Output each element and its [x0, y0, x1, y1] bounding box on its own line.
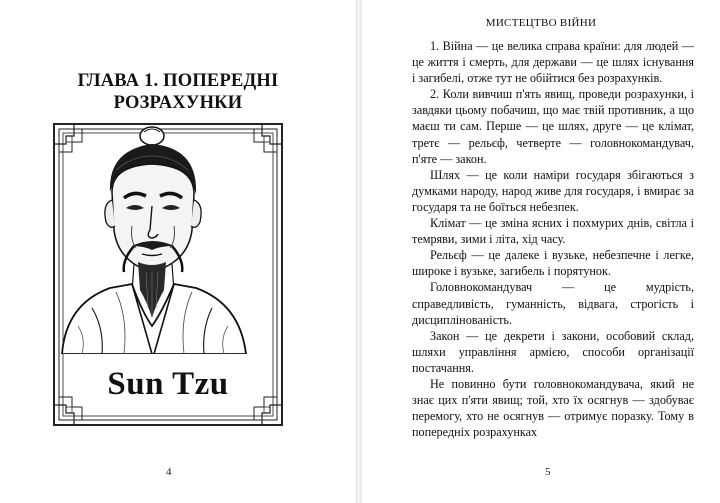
portrait-frame	[52, 122, 284, 427]
chapter-title-line-1: ГЛАВА 1. ПОПЕРЕДНІ	[77, 71, 279, 91]
paragraph-2: 2. Коли вивчиш п'ять явищ, проведи розрахунки, і завдяки цьому побачиш, що має твій противник, а що маєш ти сам. Перше — це шлях, друге — це клімат, третє — рельєф, четверте — головнокомандувач, п'яте — закон.	[412, 87, 694, 166]
page-number-right: 5	[545, 466, 551, 478]
portrait-caption: Sun Tzu	[107, 366, 229, 402]
paragraph-7: Закон — це декрети і закони, особовий склад, шляхи управління армією, способи організації постачання.	[412, 328, 694, 375]
left-page	[0, 0, 356, 503]
paragraph-4: Клімат — це зміна ясних і похмурих днів, світла і темряви, зими і літа, хід часу.	[412, 216, 694, 247]
body-text	[412, 38, 694, 440]
paragraph-8: Не повинно бути головнокомандувача, який не знає цих п'яти явищ; той, хто їх осягнув — здобуває перемогу, хто не осягнув — отримує поразку. Тому в попередніх розрахунках	[412, 376, 694, 440]
sun-tzu-portrait	[52, 122, 256, 354]
paragraph-6: Головнокомандувач — це мудрість, справедливість, гуманність, відвага, строгість і дисциплінованість.	[412, 280, 694, 327]
chapter-title	[40, 70, 316, 114]
paragraph-5: Рельєф — це далеке і вузьке, небезпечне і легке, широке і вузьке, загибель і порятунок.	[412, 248, 694, 279]
paragraph-1: 1. Війна — це велика справа країни: для людей — це життя і смерть, для держави — це шлях існування і загибелі, отже тут не обійтися без розрахунків.	[412, 39, 694, 86]
chapter-title-line-2: РОЗРАХУНКИ	[113, 93, 243, 113]
page-number-left: 4	[166, 466, 172, 478]
running-head: МИСТЕЦТВО ВІЙНИ	[485, 17, 597, 29]
right-page	[362, 0, 720, 503]
paragraph-3: Шлях — це коли наміри государя збігаються з думками народу, народ живе для государя, і вмирає за государя та не боїться небезпек.	[412, 167, 694, 214]
